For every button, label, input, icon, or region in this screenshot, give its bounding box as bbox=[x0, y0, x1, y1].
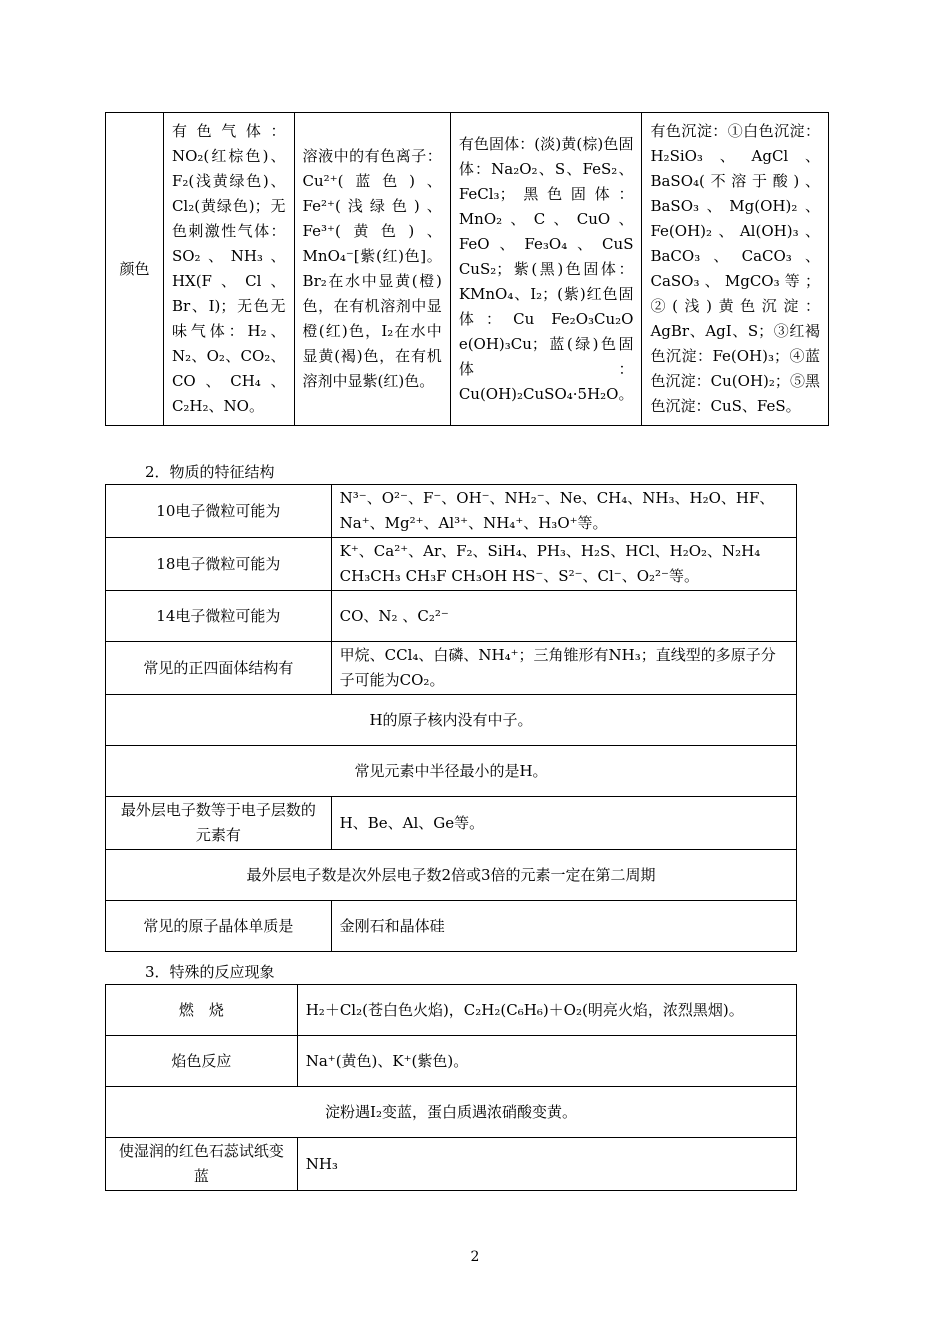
row-full: 常见元素中半径最小的是H。 bbox=[106, 746, 797, 797]
row-full: 最外层电子数是次外层电子数2倍或3倍的元素一定在第二周期 bbox=[106, 850, 797, 901]
row-value: N³⁻、O²⁻、F⁻、OH⁻、NH₂⁻、Ne、CH₄、NH₃、H₂O、HF、Na⁺、Mg²⁺、Al³⁺、NH₄⁺、H₃O⁺等。 bbox=[331, 485, 796, 538]
table-row bbox=[106, 591, 797, 642]
structure-table bbox=[105, 484, 797, 952]
row-label: 14电子微粒可能为 bbox=[106, 591, 332, 642]
colored-precipitate-cell: 有色沉淀：①白色沉淀：H₂SiO₃、AgCl、BaSO₄(不溶于酸)、BaSO₃、Mg(OH)₂、Fe(OH)₂、Al(OH)₃、BaCO₃、CaCO₃、CaSO₃、MgCO₃等；②(浅)黄色沉淀：AgBr、AgI、S；③红褐色沉淀：Fe(OH)₃；④蓝色沉淀：Cu(OH)₂；⑤黑色沉淀：CuS、FeS。 bbox=[642, 113, 829, 426]
row-label: 燃 烧 bbox=[106, 985, 298, 1036]
table-row bbox=[106, 1036, 797, 1087]
row-value: CO、N₂ 、C₂²⁻ bbox=[331, 591, 796, 642]
color-table bbox=[105, 112, 829, 426]
color-label-cell: 颜色 bbox=[106, 113, 164, 426]
table-row bbox=[106, 797, 797, 850]
color-row bbox=[106, 113, 829, 426]
row-value: H₂＋Cl₂(苍白色火焰)，C₂H₂(C₆H₆)＋O₂(明亮火焰，浓烈黑烟)。 bbox=[297, 985, 796, 1036]
row-value: K⁺、Ca²⁺、Ar、F₂、SiH₄、PH₃、H₂S、HCl、H₂O₂、N₂H₄ CH₃CH₃ CH₃F CH₃OH HS⁻、S²⁻、Cl⁻、O₂²⁻等。 bbox=[331, 538, 796, 591]
row-label: 常见的正四面体结构有 bbox=[106, 642, 332, 695]
table-row bbox=[106, 901, 797, 952]
table-row bbox=[106, 746, 797, 797]
table-row bbox=[106, 642, 797, 695]
table-row bbox=[106, 850, 797, 901]
colored-solid-cell: 有色固体：(淡)黄(棕)色固体：Na₂O₂、S、FeS₂、FeCl₃；黑色固体：MnO₂、C、CuO、FeO、Fe₃O₄、CuS CuS₂；紫(黑)色固体：KMnO₄、I₂；(紫)红色固体：Cu Fe₂O₃Cu₂O e(OH)₃Cu；蓝(绿)色固体：Cu(OH)₂CuSO₄·5H₂O。 bbox=[450, 113, 642, 426]
table-row bbox=[106, 985, 797, 1036]
table-row bbox=[106, 1138, 797, 1191]
row-value: 金刚石和晶体硅 bbox=[331, 901, 796, 952]
row-label: 最外层电子数等于电子层数的元素有 bbox=[106, 797, 332, 850]
row-label: 18电子微粒可能为 bbox=[106, 538, 332, 591]
colored-gas-cell: 有色气体：NO₂(红棕色)、F₂(浅黄绿色)、Cl₂(黄绿色)；无色刺激性气体：SO₂、NH₃、HX(F、Cl、Br、I)；无色无味气体：H₂、N₂、O₂、CO₂、CO、CH₄、C₂H₂、NO。 bbox=[163, 113, 294, 426]
table-row bbox=[106, 695, 797, 746]
row-label: 焰色反应 bbox=[106, 1036, 298, 1087]
row-label: 使湿润的红色石蕊试纸变蓝 bbox=[106, 1138, 298, 1191]
table-row bbox=[106, 485, 797, 538]
row-label: 10电子微粒可能为 bbox=[106, 485, 332, 538]
section-heading-reactions: 3．特殊的反应现象 bbox=[145, 963, 275, 981]
reaction-table bbox=[105, 984, 797, 1191]
row-value: H、Be、Al、Ge等。 bbox=[331, 797, 796, 850]
row-full: 淀粉遇I₂变蓝，蛋白质遇浓硝酸变黄。 bbox=[106, 1087, 797, 1138]
table-row bbox=[106, 1087, 797, 1138]
section-heading-structure: 2．物质的特征结构 bbox=[145, 463, 275, 481]
row-value: NH₃ bbox=[297, 1138, 796, 1191]
table-row bbox=[106, 538, 797, 591]
page-number: 2 bbox=[470, 1249, 480, 1265]
row-full: H的原子核内没有中子。 bbox=[106, 695, 797, 746]
row-label: 常见的原子晶体单质是 bbox=[106, 901, 332, 952]
colored-ion-cell: 溶液中的有色离子：Cu²⁺(蓝色)、Fe²⁺(浅绿色)、Fe³⁺(黄色)、MnO₄⁻[紫(红)色]。Br₂在水中显黄(橙)色，在有机溶剂中显橙(红)色，I₂在水中显黄(褐)色，在有机溶剂中显紫(红)色。 bbox=[294, 113, 450, 426]
row-value: 甲烷、CCl₄、白磷、NH₄⁺；三角锥形有NH₃；直线型的多原子分子可能为CO₂。 bbox=[331, 642, 796, 695]
row-value: Na⁺(黄色)、K⁺(紫色)。 bbox=[297, 1036, 796, 1087]
